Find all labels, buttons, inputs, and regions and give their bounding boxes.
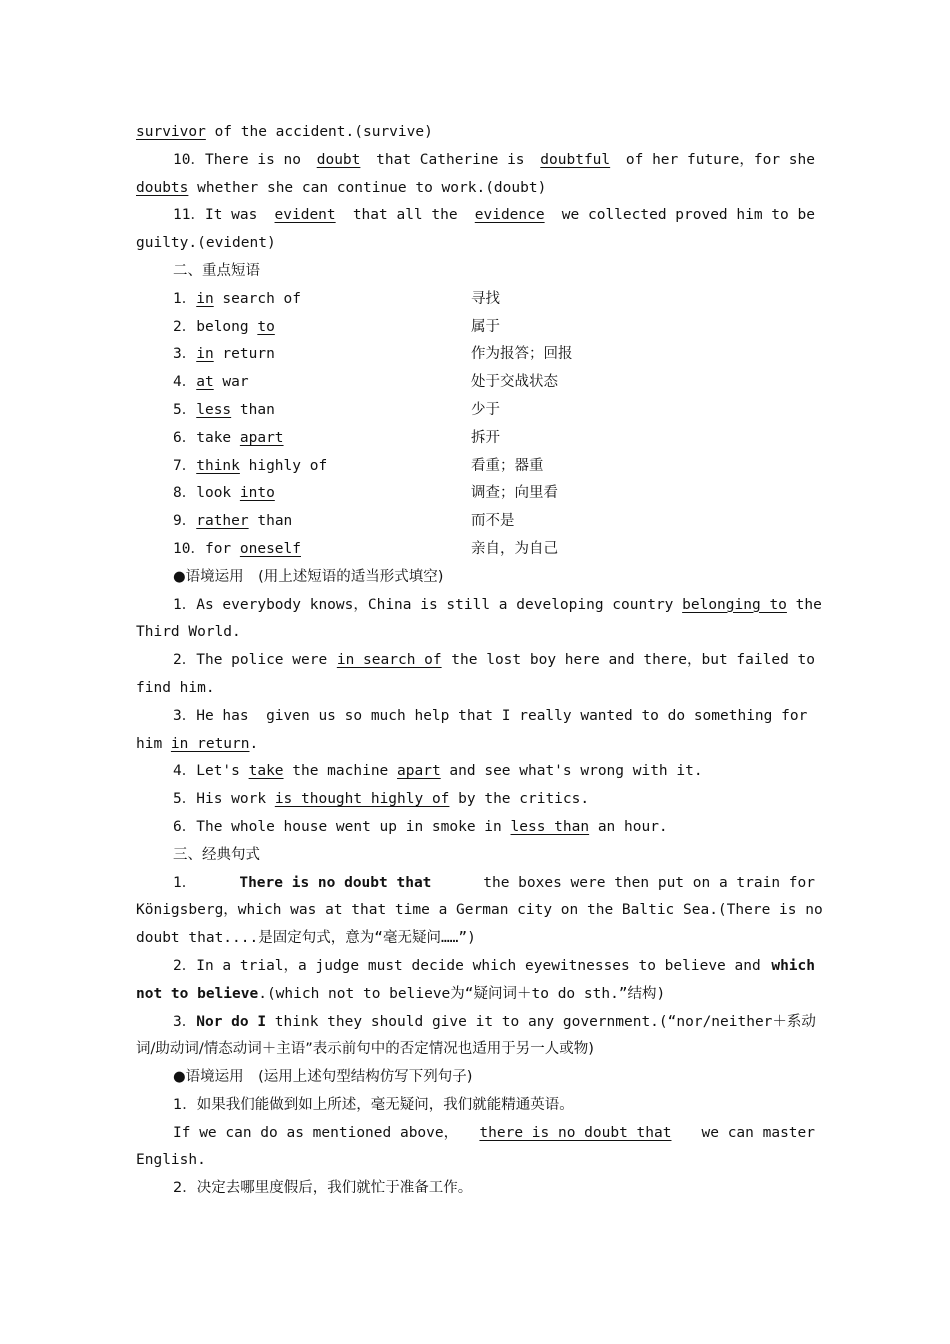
answer-blank: evident	[274, 207, 336, 224]
question-1-english: If we can do as mentioned above， there is no doubt that we can master	[136, 1120, 815, 1148]
phrase-english: 8．look into	[173, 485, 275, 502]
phrase-chinese: 而不是	[471, 513, 515, 530]
phrase-row	[136, 286, 815, 314]
question-2-chinese: 2．决定去哪里度假后，我们就忙于准备工作。	[173, 1180, 473, 1197]
exercise-line: find him.	[136, 679, 215, 696]
phrase-chinese: 拆开	[471, 429, 500, 446]
vocab-sentence-11: 11．It was evident that all the evidence we collected proved him to be	[136, 202, 815, 230]
document-page	[136, 119, 823, 1203]
answer-blank: to	[257, 318, 275, 335]
phrase-english: 7．think highly of	[173, 457, 328, 474]
exercise-line: him in return.	[136, 735, 259, 752]
pattern-line: Königsberg，which was at that time a German city on the Baltic Sea.(There is no	[136, 902, 823, 919]
phrase-english: 6．take apart	[173, 429, 284, 446]
phrase-english: 1．in search of	[173, 290, 302, 307]
vocab-sentence-10: 10．There is no doubt that Catherine is doubtful of her future，for she	[136, 147, 815, 175]
section-heading: 二、重点短语	[173, 262, 260, 279]
phrase-chinese: 少于	[471, 401, 500, 418]
pattern-line: doubt that....是固定句式，意为“毫无疑问……”)	[136, 930, 476, 947]
phrase-chinese: 作为报答；回报	[471, 346, 573, 363]
answer-blank: into	[239, 485, 275, 502]
phrase-english: 10．for oneself	[173, 540, 301, 557]
phrase-row	[136, 453, 815, 481]
answer-blank: apart	[397, 763, 441, 780]
question-line: English.	[136, 1152, 206, 1169]
key-pattern: not to believe	[136, 985, 259, 1002]
phrase-row	[136, 369, 815, 397]
pattern-1: 1． There is no doubt that the boxes were then put on a train for	[136, 870, 815, 898]
answer-blank: evidence	[474, 207, 545, 224]
phrase-chinese: 寻找	[471, 290, 500, 307]
phrase-chinese: 看重；器重	[471, 457, 544, 474]
vocab-line: guilty.(evident)	[136, 235, 276, 252]
vocab-line: survivor of the accident.(survive)	[136, 124, 433, 140]
answer-blank: less than	[510, 818, 590, 835]
phrase-english: 3．in return	[173, 346, 275, 363]
pattern-line: not to believe.(which not to believe为“疑问词＋to do sth.”结构)	[136, 985, 666, 1002]
answer-blank: take	[248, 763, 284, 780]
phrase-chinese: 调查；向里看	[471, 485, 558, 502]
answer-blank: rather	[196, 513, 249, 530]
pattern-3: 3．Nor do I think they should give it to any government.(“nor/neither＋系动	[173, 1013, 816, 1030]
practice-heading: ●语境运用 (运用上述句型结构仿写下列句子)	[173, 1069, 473, 1086]
answer-blank: belonging to	[682, 596, 787, 613]
answer-blank: think	[196, 457, 240, 474]
phrase-english: 9．rather than	[173, 513, 293, 530]
phrase-chinese: 亲自，为自己	[471, 540, 558, 557]
phrase-row	[136, 536, 815, 564]
answer-blank: oneself	[239, 540, 301, 557]
exercise-1: 1．As everybody knows，China is still a developing country belonging to the	[136, 592, 815, 620]
phrase-english: 5．less than	[173, 401, 275, 418]
phrase-english: 2．belong to	[173, 318, 275, 335]
phrase-row	[136, 341, 815, 369]
exercise-line: Third World.	[136, 624, 241, 641]
answer-blank: doubtful	[540, 151, 611, 168]
answer-blank: in	[196, 290, 214, 307]
pattern-line: 词/助动词/情态动词＋主语”表示前句中的否定情况也适用于另一人或物)	[136, 1041, 594, 1058]
phrase-row	[136, 480, 815, 508]
phrase-chinese: 处于交战状态	[471, 374, 558, 391]
phrase-list	[136, 286, 815, 564]
answer-blank: doubt	[316, 151, 361, 168]
answer-blank: less	[196, 401, 232, 418]
pattern-2: 2．In a trial，a judge must decide which eyewitnesses to believe and which	[136, 953, 815, 981]
answer-blank: survivor	[136, 124, 206, 140]
phrase-row	[136, 508, 815, 536]
exercise-6: 6．The whole house went up in smoke in less than an hour.	[173, 818, 668, 835]
phrase-row	[136, 314, 815, 342]
key-pattern: which	[771, 957, 815, 974]
vocab-line: doubts whether she can continue to work.(doubt)	[136, 179, 547, 196]
answer-blank: in return	[170, 735, 250, 752]
answer-blank: at	[196, 374, 214, 391]
exercise-4: 4．Let's take the machine apart and see what's wrong with it.	[173, 763, 703, 780]
exercise-3: 3．He has given us so much help that I really wanted to do something for	[173, 707, 808, 724]
answer-blank: doubts	[136, 179, 189, 196]
answer-blank: there is no doubt that	[479, 1124, 672, 1141]
question-1-chinese: 1．如果我们能做到如上所述，毫无疑问，我们就能精通英语。	[173, 1096, 574, 1113]
key-pattern: Nor do I	[196, 1013, 267, 1030]
exercise-2: 2．The police were in search of the lost boy here and there，but failed to	[136, 647, 815, 675]
phrase-row	[136, 425, 815, 453]
answer-blank: apart	[239, 429, 284, 446]
answer-blank: is thought highly of	[274, 791, 450, 808]
answer-blank: in	[196, 346, 214, 363]
exercise-5: 5．His work is thought highly of by the critics.	[173, 791, 590, 808]
phrase-row	[136, 397, 815, 425]
practice-heading: ●语境运用 (用上述短语的适当形式填空)	[173, 568, 444, 585]
phrase-english: 4．at war	[173, 374, 249, 391]
phrase-chinese: 属于	[471, 318, 500, 335]
section-heading: 三、经典句式	[173, 846, 260, 863]
key-pattern: There is no doubt that	[239, 874, 432, 891]
answer-blank: in search of	[336, 652, 442, 669]
